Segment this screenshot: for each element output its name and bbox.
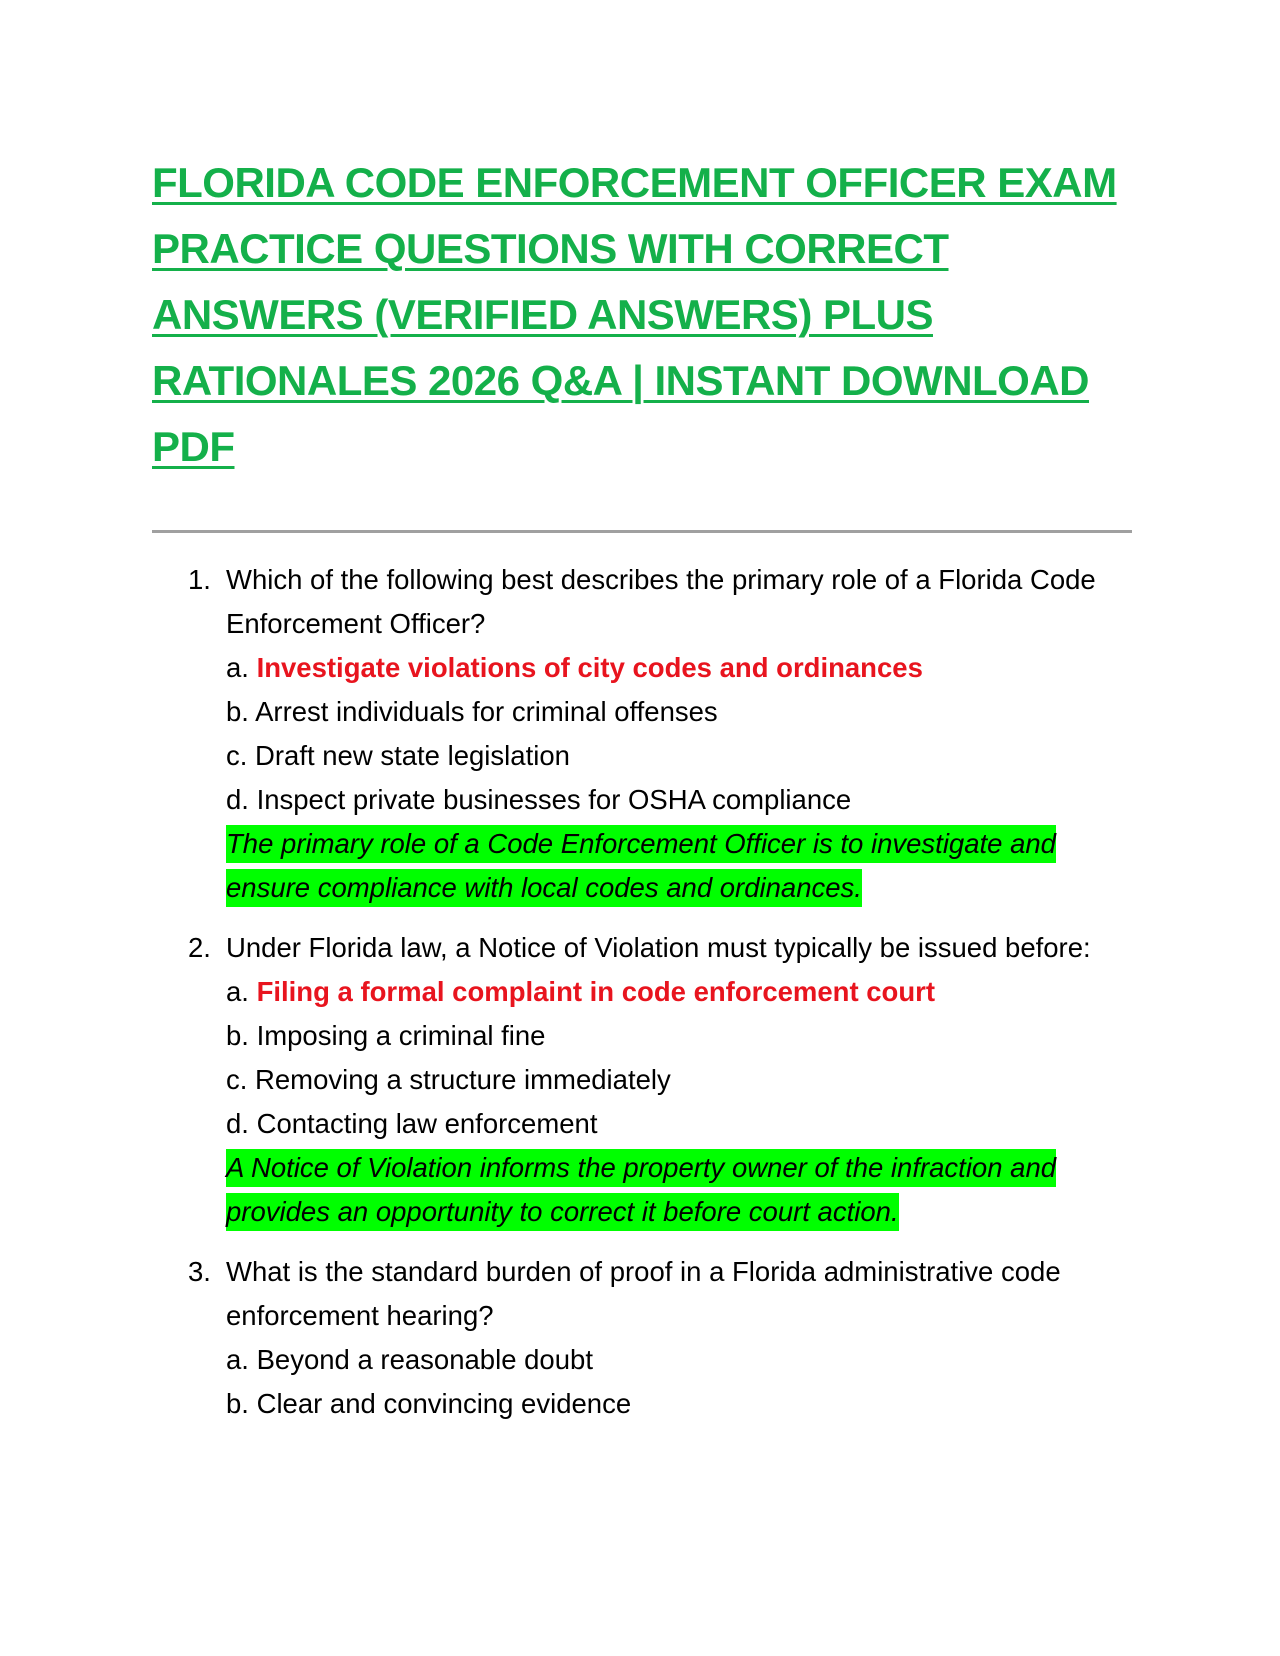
option-letter: b. xyxy=(226,1020,249,1051)
question-text: Which of the following best describes the primary role of a Florida Code Enforcement Officer? xyxy=(226,564,1096,639)
option-text: Arrest individuals for criminal offenses xyxy=(255,696,718,727)
option-text: Clear and convincing evidence xyxy=(256,1388,632,1419)
option-letter: a. xyxy=(226,1344,249,1375)
option-c xyxy=(226,1058,1142,1102)
option-a xyxy=(226,646,1142,690)
option-text: Contacting law enforcement xyxy=(256,1108,598,1139)
rationale xyxy=(226,1146,1126,1234)
question-number: 2. xyxy=(188,932,211,963)
option-letter: d. xyxy=(226,1108,249,1139)
option-text: Imposing a criminal fine xyxy=(256,1020,546,1051)
rationale-text: The primary role of a Code Enforcement Officer is to investigate and ensure compliance with local codes and ordinances. xyxy=(226,825,1056,907)
correct-answer: Filing a formal complaint in code enforcement court xyxy=(256,976,936,1007)
option-a xyxy=(226,970,1142,1014)
question-1 xyxy=(152,558,1142,910)
option-text: Removing a structure immediately xyxy=(255,1064,671,1095)
option-a xyxy=(226,1338,1142,1382)
document-title: FLORIDA CODE ENFORCEMENT OFFICER EXAM PRACTICE QUESTIONS WITH CORRECT ANSWERS (VERIFIED ANSWERS) PLUS RATIONALES 2026 Q&A | INSTANT DOWNLOAD PDF xyxy=(152,159,1117,470)
option-d xyxy=(226,1102,1142,1146)
correct-answer: Investigate violations of city codes and ordinances xyxy=(256,652,923,683)
option-text: Beyond a reasonable doubt xyxy=(256,1344,593,1375)
option-text: Draft new state legislation xyxy=(255,740,570,771)
question-number: 1. xyxy=(188,564,211,595)
question-text: Under Florida law, a Notice of Violation must typically be issued before: xyxy=(226,932,1091,963)
option-letter: d. xyxy=(226,784,249,815)
question-2 xyxy=(152,926,1142,1234)
question-3 xyxy=(152,1250,1142,1426)
option-d xyxy=(226,778,1142,822)
question-text: What is the standard burden of proof in a Florida administrative code enforcement hearing? xyxy=(226,1256,1061,1331)
option-letter: b. xyxy=(226,1388,249,1419)
option-letter: c. xyxy=(226,740,248,771)
option-letter: a. xyxy=(226,652,249,683)
option-letter: c. xyxy=(226,1064,248,1095)
question-list xyxy=(152,558,1142,1442)
option-letter: b. xyxy=(226,696,249,727)
question-number: 3. xyxy=(188,1256,211,1287)
option-b xyxy=(226,690,1142,734)
option-letter: a. xyxy=(226,976,249,1007)
option-b xyxy=(226,1014,1142,1058)
option-b xyxy=(226,1382,1142,1426)
option-text: Inspect private businesses for OSHA compliance xyxy=(256,784,852,815)
option-c xyxy=(226,734,1142,778)
rationale xyxy=(226,822,1126,910)
rationale-text: A Notice of Violation informs the property owner of the infraction and provides an opportunity to correct it before court action. xyxy=(226,1149,1056,1231)
horizontal-divider xyxy=(152,530,1132,533)
